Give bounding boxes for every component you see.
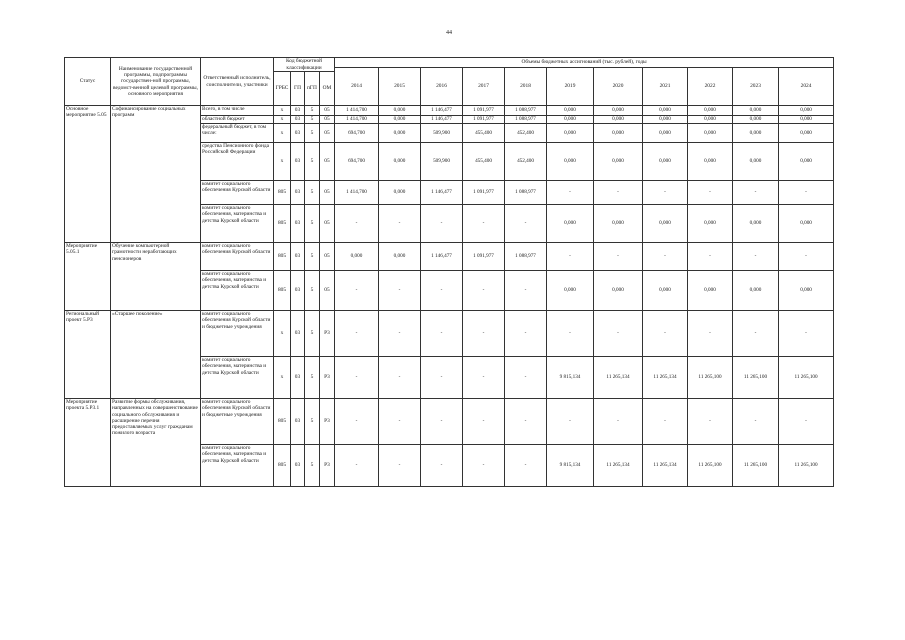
code-cell: 03 — [291, 357, 305, 399]
value-cell: - — [335, 357, 379, 399]
budget-table — [64, 57, 834, 487]
value-cell: 0,000 — [547, 124, 594, 143]
value-cell: - — [463, 399, 505, 445]
value-cell: 0,000 — [594, 116, 643, 124]
executor-cell: комитет социального обеспечения, материнства и детства Курской области — [201, 357, 274, 399]
value-cell: 0,000 — [335, 243, 379, 271]
code-cell: 05 — [320, 106, 335, 116]
executor-cell: комитет социального обеспечения, материнства и детства Курской области — [201, 205, 274, 243]
year-header: 2017 — [463, 68, 505, 106]
value-cell: - — [421, 445, 463, 487]
code-cell: 5 — [305, 205, 320, 243]
code-cell: P3 — [320, 311, 335, 357]
value-cell: 0,000 — [779, 124, 834, 143]
value-cell: - — [335, 205, 379, 243]
code-cell: 805 — [274, 271, 291, 311]
code-cell: 5 — [305, 106, 320, 116]
value-cell: - — [688, 311, 733, 357]
code-cell: 03 — [291, 445, 305, 487]
value-cell: - — [379, 399, 421, 445]
value-cell: 0,000 — [688, 124, 733, 143]
value-cell: 509,900 — [421, 124, 463, 143]
code-cell: 03 — [291, 399, 305, 445]
executor-cell: областной бюджет — [201, 116, 274, 124]
value-cell: - — [505, 445, 547, 487]
value-cell: 1 414,700 — [335, 106, 379, 116]
value-cell: - — [733, 243, 779, 271]
code-cell: 03 — [291, 143, 305, 181]
value-cell: 694,700 — [335, 143, 379, 181]
value-cell: - — [779, 181, 834, 205]
page-number: 44 — [446, 30, 452, 36]
value-cell: 0,000 — [643, 106, 688, 116]
code-cell: 05 — [320, 243, 335, 271]
value-cell: 11 265,134 — [594, 445, 643, 487]
value-cell: 0,000 — [779, 205, 834, 243]
value-cell: 0,000 — [643, 271, 688, 311]
year-header: 2021 — [643, 68, 688, 106]
year-header: 2023 — [733, 68, 779, 106]
code-cell: 5 — [305, 399, 320, 445]
value-cell: - — [421, 311, 463, 357]
value-cell: 11 265,134 — [643, 445, 688, 487]
value-cell: 0,000 — [688, 143, 733, 181]
value-cell: 11 265,100 — [733, 445, 779, 487]
table-body — [65, 106, 834, 487]
value-cell: - — [643, 181, 688, 205]
value-cell: 1 088,977 — [505, 106, 547, 116]
code-cell: 805 — [274, 243, 291, 271]
code-cell: 03 — [291, 106, 305, 116]
value-cell: 0,000 — [379, 143, 421, 181]
value-cell: - — [505, 399, 547, 445]
value-cell: - — [421, 205, 463, 243]
code-cell: 805 — [274, 399, 291, 445]
value-cell: 0,000 — [594, 106, 643, 116]
value-cell: 0,000 — [688, 116, 733, 124]
value-cell: 11 265,100 — [779, 357, 834, 399]
value-cell: - — [463, 357, 505, 399]
executor-cell: комитет социального обеспечения Курской области — [201, 181, 274, 205]
executor-cell: комитет социального обеспечения Курской области и бюджетные учреждения — [201, 311, 274, 357]
executor-cell: федеральный бюджет, в том числе: — [201, 124, 274, 143]
value-cell: - — [594, 181, 643, 205]
group-name: «Старшее поколение» — [111, 311, 201, 399]
value-cell: 0,000 — [594, 124, 643, 143]
value-cell: 0,000 — [379, 243, 421, 271]
value-cell: 0,000 — [733, 205, 779, 243]
code-cell: 5 — [305, 181, 320, 205]
code-cell: х — [274, 311, 291, 357]
value-cell: 1 414,700 — [335, 181, 379, 205]
value-cell: - — [335, 271, 379, 311]
header-executor: Ответственный исполнитель, соисполнители, участники — [201, 58, 274, 106]
value-cell: 1 091,977 — [463, 243, 505, 271]
value-cell: 0,000 — [379, 116, 421, 124]
value-cell: - — [463, 271, 505, 311]
code-cell: P3 — [320, 399, 335, 445]
code-cell: P3 — [320, 357, 335, 399]
value-cell: 0,000 — [643, 116, 688, 124]
value-cell: 11 265,100 — [688, 357, 733, 399]
value-cell: - — [335, 311, 379, 357]
value-cell: - — [688, 181, 733, 205]
value-cell: 0,000 — [688, 205, 733, 243]
executor-cell: комитет социального обеспечения, материнства и детства Курской области — [201, 445, 274, 487]
year-header: 2022 — [688, 68, 733, 106]
value-cell: - — [421, 399, 463, 445]
code-cell: 5 — [305, 357, 320, 399]
code-cell: 805 — [274, 181, 291, 205]
value-cell: - — [505, 271, 547, 311]
value-cell: 11 265,134 — [594, 357, 643, 399]
code-cell: 5 — [305, 124, 320, 143]
executor-cell: комитет социального обеспечения Курской области и бюджетные учреждения — [201, 399, 274, 445]
value-cell: - — [779, 311, 834, 357]
executor-cell: комитет социального обеспечения, материнства и детства Курской области — [201, 271, 274, 311]
year-header: 2018 — [505, 68, 547, 106]
value-cell: 0,000 — [733, 143, 779, 181]
value-cell: - — [547, 181, 594, 205]
value-cell: 0,000 — [779, 143, 834, 181]
value-cell: 11 265,134 — [643, 357, 688, 399]
executor-cell: средства Пенсионного фонда Российской Федерации — [201, 143, 274, 181]
value-cell: 0,000 — [594, 143, 643, 181]
value-cell: 0,000 — [547, 106, 594, 116]
group-status: Мероприятие 5.05.1 — [65, 243, 111, 311]
value-cell: - — [505, 205, 547, 243]
code-cell: 05 — [320, 143, 335, 181]
table-header — [65, 58, 834, 106]
value-cell: - — [463, 205, 505, 243]
year-header: 2019 — [547, 68, 594, 106]
value-cell: 455,400 — [463, 143, 505, 181]
group-status: Основное мероприятие 5.05 — [65, 106, 111, 243]
value-cell: 0,000 — [643, 205, 688, 243]
value-cell: - — [335, 445, 379, 487]
header-status: Статус — [65, 58, 111, 106]
value-cell: 0,000 — [688, 106, 733, 116]
value-cell: - — [335, 399, 379, 445]
value-cell: 0,000 — [547, 116, 594, 124]
table-row — [65, 399, 834, 445]
table-row — [65, 106, 834, 116]
value-cell: - — [463, 311, 505, 357]
code-cell: х — [274, 116, 291, 124]
year-header: 2016 — [421, 68, 463, 106]
code-cell: 03 — [291, 271, 305, 311]
value-cell: - — [421, 357, 463, 399]
value-cell: 0,000 — [733, 106, 779, 116]
value-cell: - — [643, 243, 688, 271]
code-cell: 05 — [320, 205, 335, 243]
value-cell: 0,000 — [547, 143, 594, 181]
value-cell: 509,900 — [421, 143, 463, 181]
value-cell: 1 146,477 — [421, 181, 463, 205]
value-cell: - — [594, 399, 643, 445]
value-cell: 1 146,477 — [421, 243, 463, 271]
code-cell: 03 — [291, 205, 305, 243]
value-cell: 9 815,134 — [547, 445, 594, 487]
code-cell: 05 — [320, 116, 335, 124]
value-cell: 11 265,100 — [688, 445, 733, 487]
value-cell: 694,700 — [335, 124, 379, 143]
code-cell: 05 — [320, 271, 335, 311]
value-cell: - — [547, 243, 594, 271]
code-column-header: ГРБС — [274, 72, 291, 106]
code-cell: 5 — [305, 243, 320, 271]
value-cell: 0,000 — [547, 205, 594, 243]
value-cell: - — [547, 311, 594, 357]
code-cell: х — [274, 106, 291, 116]
code-cell: 03 — [291, 311, 305, 357]
value-cell: 1 414,700 — [335, 116, 379, 124]
executor-cell: комитет социального обеспечения Курской области — [201, 243, 274, 271]
value-cell: 452,400 — [505, 124, 547, 143]
value-cell: - — [505, 357, 547, 399]
value-cell: - — [733, 311, 779, 357]
code-cell: 5 — [305, 143, 320, 181]
group-name: Развитие формы обслуживания, направленных на совершенствование социального обслуживания и расширение перечня предоставляемых услуг гражданам пожилого возраста — [111, 399, 201, 487]
code-cell: 805 — [274, 445, 291, 487]
value-cell: - — [733, 399, 779, 445]
value-cell: 0,000 — [379, 181, 421, 205]
value-cell: 0,000 — [733, 124, 779, 143]
code-cell: х — [274, 357, 291, 399]
value-cell: 11 265,100 — [779, 445, 834, 487]
header-name: Наименование государственной программы, подпрограммы государствен-ной программы, ведомст-венной целевой программы, основного мероприятия — [111, 58, 201, 106]
value-cell: 0,000 — [733, 271, 779, 311]
value-cell: - — [779, 399, 834, 445]
value-cell: 1 091,977 — [463, 116, 505, 124]
code-cell: 03 — [291, 116, 305, 124]
value-cell: 0,000 — [643, 143, 688, 181]
group-name: Софинансирование социальных программ — [111, 106, 201, 243]
value-cell: - — [688, 243, 733, 271]
value-cell: 0,000 — [547, 271, 594, 311]
code-cell: 5 — [305, 445, 320, 487]
group-status: Региональный проект 5.P3 — [65, 311, 111, 399]
value-cell: - — [379, 205, 421, 243]
code-cell: 03 — [291, 243, 305, 271]
code-cell: 03 — [291, 124, 305, 143]
value-cell: - — [379, 357, 421, 399]
value-cell: 1 088,977 — [505, 116, 547, 124]
code-cell: 805 — [274, 205, 291, 243]
value-cell: - — [379, 445, 421, 487]
value-cell: 452,400 — [505, 143, 547, 181]
code-cell: 5 — [305, 311, 320, 357]
value-cell: - — [505, 311, 547, 357]
header-budget-code: Код бюджетной классификации — [274, 58, 335, 72]
value-cell: - — [594, 311, 643, 357]
value-cell: 455,400 — [463, 124, 505, 143]
value-cell: 0,000 — [594, 205, 643, 243]
value-cell: 1 146,477 — [421, 106, 463, 116]
value-cell: 9 815,134 — [547, 357, 594, 399]
group-name: Обучение компьютерной грамотности неработающих пенсионеров — [111, 243, 201, 311]
value-cell: 0,000 — [379, 124, 421, 143]
value-cell: - — [594, 243, 643, 271]
value-cell: 1 088,977 — [505, 243, 547, 271]
value-cell: 0,000 — [779, 271, 834, 311]
table-row — [65, 243, 834, 271]
table-row — [65, 311, 834, 357]
value-cell: 0,000 — [733, 116, 779, 124]
value-cell: - — [547, 399, 594, 445]
value-cell: 1 091,977 — [463, 181, 505, 205]
value-cell: 0,000 — [643, 124, 688, 143]
value-cell: 0,000 — [779, 116, 834, 124]
value-cell: - — [779, 243, 834, 271]
value-cell: 0,000 — [594, 271, 643, 311]
value-cell: 11 265,100 — [733, 357, 779, 399]
value-cell: - — [643, 311, 688, 357]
group-status: Мероприятие проекта 5.P3.1 — [65, 399, 111, 487]
value-cell: - — [421, 271, 463, 311]
code-cell: х — [274, 143, 291, 181]
value-cell: 0,000 — [688, 271, 733, 311]
value-cell: - — [379, 271, 421, 311]
code-cell: 5 — [305, 116, 320, 124]
code-cell: 05 — [320, 124, 335, 143]
value-cell: 0,000 — [379, 106, 421, 116]
year-header: 2015 — [379, 68, 421, 106]
year-header: 2014 — [335, 68, 379, 106]
value-cell: 1 088,977 — [505, 181, 547, 205]
year-header: 2024 — [779, 68, 834, 106]
year-header: 2020 — [594, 68, 643, 106]
value-cell: 0,000 — [779, 106, 834, 116]
value-cell: 1 091,977 — [463, 106, 505, 116]
code-cell: P3 — [320, 445, 335, 487]
code-cell: 03 — [291, 181, 305, 205]
executor-cell: Всего, в том числе — [201, 106, 274, 116]
value-cell: 1 146,477 — [421, 116, 463, 124]
value-cell: - — [688, 399, 733, 445]
value-cell: - — [463, 445, 505, 487]
code-column-header: ГП — [291, 72, 305, 106]
header-volumes: Объемы бюджетных ассигнований (тыс. рублей), годы — [335, 58, 834, 68]
code-column-header: пГП — [305, 72, 320, 106]
code-cell: х — [274, 124, 291, 143]
code-cell: 05 — [320, 181, 335, 205]
code-column-header: ОМ — [320, 72, 335, 106]
value-cell: - — [733, 181, 779, 205]
code-cell: 5 — [305, 271, 320, 311]
value-cell: - — [643, 399, 688, 445]
value-cell: - — [379, 311, 421, 357]
